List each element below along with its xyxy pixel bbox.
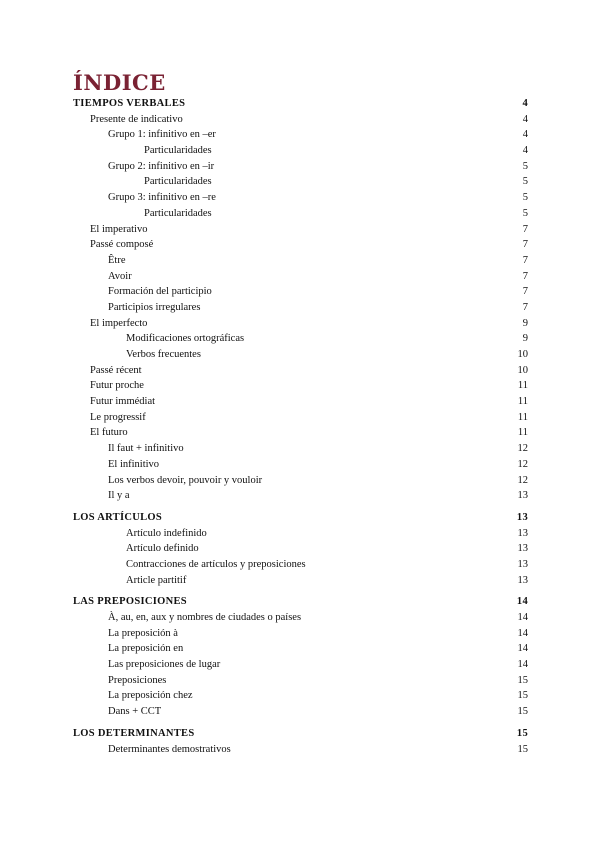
toc-entry[interactable] bbox=[73, 255, 528, 271]
toc-page-number: 13 bbox=[516, 511, 528, 523]
toc-entry[interactable] bbox=[73, 575, 528, 591]
toc-entry[interactable] bbox=[73, 528, 528, 544]
toc-page-number: 4 bbox=[522, 145, 528, 157]
toc-page-number: 15 bbox=[517, 743, 528, 755]
toc-page-number: 15 bbox=[517, 674, 528, 686]
toc-entry-title: Il faut + infinitivo bbox=[108, 443, 184, 455]
toc-entry-title: Determinantes demostrativos bbox=[108, 743, 231, 755]
toc-entry-title: TIEMPOS VERBALES bbox=[73, 98, 186, 109]
toc-entry[interactable] bbox=[73, 490, 528, 506]
toc-page-number: 9 bbox=[522, 333, 528, 345]
toc-page-number: 4 bbox=[522, 129, 528, 141]
toc-entry-title: Presente de indicativo bbox=[90, 113, 183, 125]
toc-entry-title: Passé composé bbox=[90, 239, 154, 251]
table-of-contents bbox=[73, 98, 528, 759]
toc-entry[interactable] bbox=[73, 318, 528, 334]
toc-page-number: 14 bbox=[516, 596, 528, 608]
toc-page-number: 5 bbox=[522, 207, 528, 219]
toc-entry-title: Los verbos devoir, pouvoir y vouloir bbox=[108, 474, 263, 486]
toc-entry[interactable] bbox=[73, 176, 528, 192]
toc-page-number: 11 bbox=[517, 427, 528, 439]
toc-entry[interactable] bbox=[73, 543, 528, 559]
toc-page-number: 5 bbox=[522, 176, 528, 188]
toc-entry-title: El futuro bbox=[90, 427, 128, 439]
toc-entry[interactable] bbox=[73, 161, 528, 177]
toc-entry-title: Preposiciones bbox=[108, 674, 167, 686]
toc-page-number: 7 bbox=[522, 254, 528, 266]
toc-entry[interactable] bbox=[73, 744, 528, 760]
toc-entry[interactable] bbox=[73, 659, 528, 675]
toc-page-number: 7 bbox=[522, 286, 528, 298]
toc-entry-title: El imperfecto bbox=[90, 317, 148, 329]
toc-entry[interactable] bbox=[73, 396, 528, 412]
toc-entry[interactable] bbox=[73, 286, 528, 302]
toc-entry[interactable] bbox=[73, 239, 528, 255]
page-title: ÍNDICE bbox=[73, 70, 166, 95]
toc-entry[interactable] bbox=[73, 475, 528, 491]
toc-section-heading[interactable] bbox=[73, 596, 528, 612]
toc-entry[interactable] bbox=[73, 427, 528, 443]
toc-entry-title: Particularidades bbox=[144, 207, 212, 219]
toc-entry-title: LOS DETERMINANTES bbox=[73, 727, 195, 739]
toc-entry-title: Las preposiciones de lugar bbox=[108, 659, 221, 671]
toc-entry-title: Formación del participio bbox=[108, 286, 212, 298]
toc-entry-title: Dans + CCT bbox=[108, 706, 162, 718]
toc-entry[interactable] bbox=[73, 559, 528, 575]
toc-entry-title: Avoir bbox=[108, 270, 132, 282]
toc-section-heading[interactable] bbox=[73, 98, 528, 114]
toc-entry[interactable] bbox=[73, 129, 528, 145]
toc-entry-title: Modificaciones ortográficas bbox=[126, 333, 245, 345]
toc-entry[interactable] bbox=[73, 114, 528, 130]
toc-entry[interactable] bbox=[73, 675, 528, 691]
toc-entry-title: La preposición à bbox=[108, 627, 178, 639]
toc-entry-title: Être bbox=[108, 254, 126, 266]
toc-page-number: 13 bbox=[517, 543, 528, 555]
toc-page-number: 14 bbox=[517, 659, 528, 671]
toc-entry[interactable] bbox=[73, 224, 528, 240]
toc-page-number: 13 bbox=[517, 558, 528, 570]
toc-page-number: 7 bbox=[522, 270, 528, 282]
toc-entry-title: Passé récent bbox=[90, 364, 142, 376]
toc-entry[interactable] bbox=[73, 145, 528, 161]
toc-entry[interactable] bbox=[73, 643, 528, 659]
toc-page-number: 7 bbox=[522, 301, 528, 313]
toc-page-number: 12 bbox=[517, 474, 528, 486]
toc-page-number: 15 bbox=[516, 727, 528, 739]
toc-page-number: 10 bbox=[517, 349, 528, 360]
toc-page-number: 11 bbox=[517, 411, 528, 423]
toc-section-heading[interactable] bbox=[73, 728, 528, 744]
toc-entry[interactable] bbox=[73, 612, 528, 628]
toc-entry[interactable] bbox=[73, 690, 528, 706]
toc-entry-title: Il y a bbox=[108, 490, 130, 502]
toc-entry-title: La preposición chez bbox=[108, 690, 193, 702]
toc-entry[interactable] bbox=[73, 271, 528, 287]
toc-page-number: 14 bbox=[517, 643, 528, 655]
toc-page-number: 11 bbox=[517, 396, 528, 408]
toc-entry[interactable] bbox=[73, 628, 528, 644]
toc-page-number: 12 bbox=[517, 443, 528, 455]
toc-entry-title: Futur immédiat bbox=[90, 396, 156, 408]
toc-page-number: 15 bbox=[517, 690, 528, 702]
toc-page-number: 11 bbox=[517, 380, 528, 392]
toc-entry-title: Grupo 1: infinitivo en –er bbox=[108, 129, 216, 141]
toc-entry[interactable] bbox=[73, 412, 528, 428]
toc-page-number: 14 bbox=[517, 612, 528, 623]
toc-entry[interactable] bbox=[73, 349, 528, 365]
toc-entry-title: Particularidades bbox=[144, 176, 212, 188]
toc-section-heading[interactable] bbox=[73, 512, 528, 528]
toc-entry-title: LAS PREPOSICIONES bbox=[73, 596, 187, 608]
toc-entry-title: Verbos frecuentes bbox=[126, 349, 201, 360]
toc-page-number: 5 bbox=[522, 160, 528, 172]
toc-page-number: 4 bbox=[522, 98, 528, 109]
toc-page-number: 13 bbox=[517, 574, 528, 586]
toc-entry-title: Artículo definido bbox=[126, 543, 199, 555]
toc-entry-title: El imperativo bbox=[90, 223, 148, 235]
toc-entry[interactable] bbox=[73, 380, 528, 396]
toc-entry-title: El infinitivo bbox=[108, 458, 160, 470]
toc-page-number: 4 bbox=[522, 113, 528, 125]
toc-entry[interactable] bbox=[73, 706, 528, 722]
toc-entry-title: Contracciones de artículos y preposiciones bbox=[126, 558, 306, 570]
toc-entry-title: LOS ARTÍCULOS bbox=[73, 511, 163, 523]
toc-page-number: 12 bbox=[517, 458, 528, 470]
toc-entry[interactable] bbox=[73, 365, 528, 381]
toc-entry-title: Particularidades bbox=[144, 145, 212, 157]
toc-entry-title: Grupo 3: infinitivo en –re bbox=[108, 192, 216, 204]
toc-entry-title: À, au, en, aux y nombres de ciudades o países bbox=[108, 612, 302, 623]
toc-entry-title: Futur proche bbox=[90, 380, 144, 392]
toc-entry[interactable] bbox=[73, 333, 528, 349]
toc-entry[interactable] bbox=[73, 302, 528, 318]
toc-entry-title: Grupo 2: infinitivo en –ir bbox=[108, 160, 215, 172]
toc-entry-title: Artículo indefinido bbox=[126, 527, 207, 539]
toc-page-number: 7 bbox=[522, 223, 528, 235]
toc-entry-title: Le progressif bbox=[90, 411, 146, 423]
toc-entry[interactable] bbox=[73, 443, 528, 459]
toc-page-number: 9 bbox=[522, 317, 528, 329]
toc-page-number: 15 bbox=[517, 706, 528, 718]
toc-page-number: 13 bbox=[517, 527, 528, 539]
toc-entry-title: Article partitif bbox=[126, 574, 187, 586]
toc-entry-title: Participios irregulares bbox=[108, 301, 201, 313]
toc-entry[interactable] bbox=[73, 192, 528, 208]
toc-page-number: 14 bbox=[517, 627, 528, 639]
toc-page-number: 10 bbox=[517, 364, 528, 376]
toc-page-number: 7 bbox=[522, 239, 528, 251]
toc-entry-title: La preposición en bbox=[108, 643, 184, 655]
toc-page-number: 5 bbox=[522, 192, 528, 204]
toc-entry[interactable] bbox=[73, 208, 528, 224]
toc-entry[interactable] bbox=[73, 459, 528, 475]
toc-page-number: 13 bbox=[517, 490, 528, 502]
